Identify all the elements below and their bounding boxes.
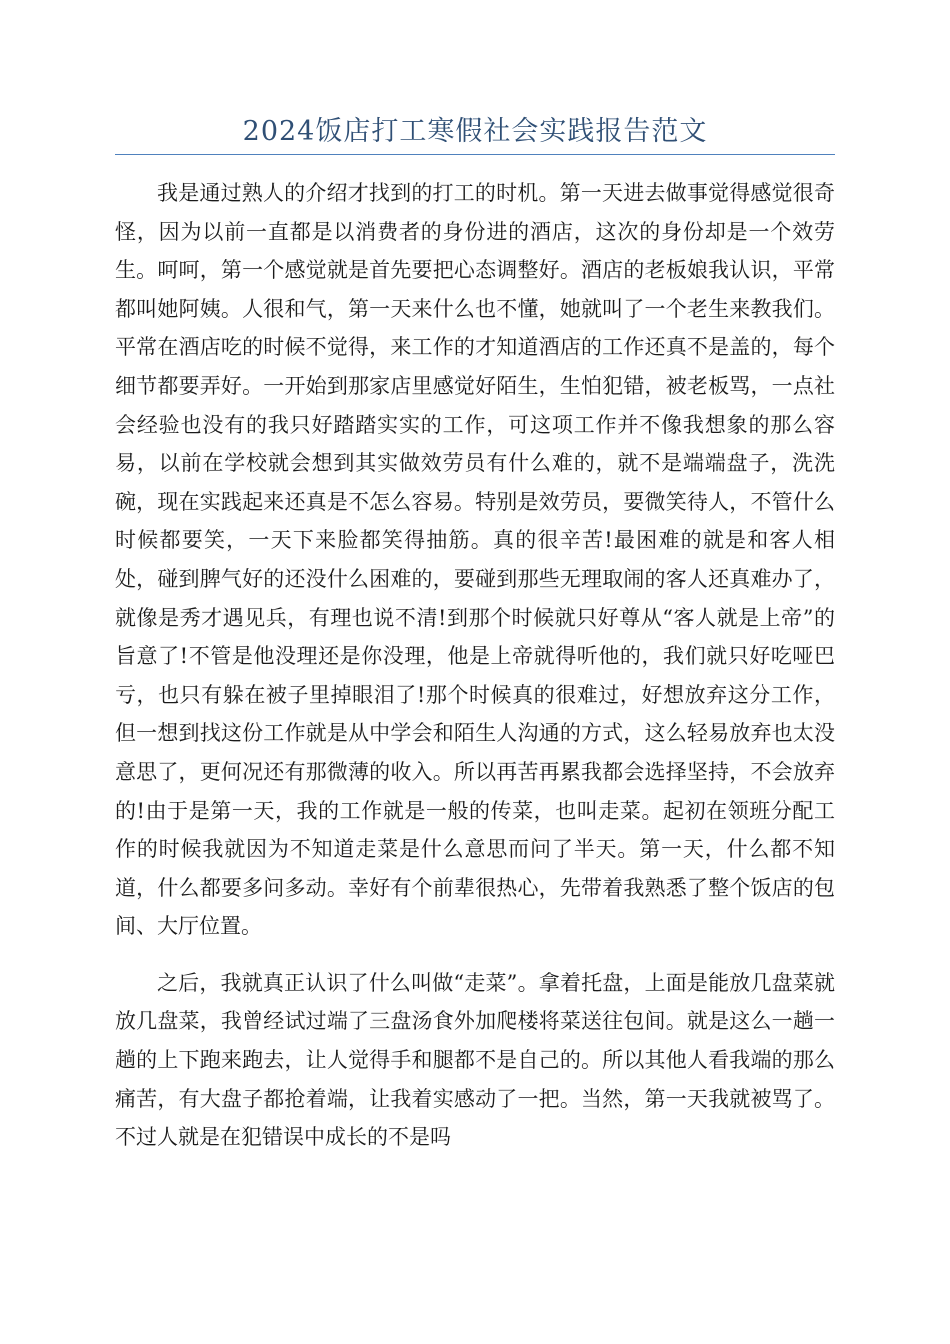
paragraph-2: 之后，我就真正认识了什么叫做“走菜”。拿着托盘，上面是能放几盘菜就放几盘菜，我曾经试过端了三盘汤食外加爬楼将菜送往包间。就是这么一趟一趟的上下跑来跑去，让人觉得手和腿都不是自己的。所以其他人看我端的那么痛苦，有大盘子都抢着端，让我着实感动了一把。当然，第一天我就被骂了。不过人就是在犯错误中成长的不是吗 — [115, 970, 835, 1150]
document-title: 2024饭店打工寒假社会实践报告范文 — [242, 116, 708, 147]
title-underline — [115, 154, 835, 155]
document-body — [115, 174, 835, 1157]
paragraph-1: 我是通过熟人的介绍才找到的打工的时机。第一天进去做事觉得感觉很奇怪，因为以前一直都是以消费者的身份进的酒店，这次的身份却是一个效劳生。呵呵，第一个感觉就是首先要把心态调整好。酒店的老板娘我认识，平常都叫她阿姨。人很和气，第一天来什么也不懂，她就叫了一个老生来教我们。平常在酒店吃的时候不觉得，来工作的才知道酒店的工作还真不是盖的，每个细节都要弄好。一开始到那家店里感觉好陌生，生怕犯错，被老板骂，一点社会经验也没有的我只好踏踏实实的工作，可这项工作并不像我想象的那么容易，以前在学校就会想到其实做效劳员有什么难的，就不是端端盘子，洗洗碗，现在实践起来还真是不怎么容易。特别是效劳员，要微笑待人，不管什么时候都要笑，一天下来脸都笑得抽筋。真的很辛苦!最困难的就是和客人相处，碰到脾气好的还没什么困难的，要碰到那些无理取闹的客人还真难办了，就像是秀才遇见兵，有理也说不清!到那个时候就只好尊从“客人就是上帝”的旨意了!不管是他没理还是你没理，他是上帝就得听他的，我们就只好吃哑巴亏，也只有躲在被子里掉眼泪了!那个时候真的很难过，好想放弃这分工作，但一想到找这份工作就是从中学会和陌生人沟通的方式，这么轻易放弃也太没意思了，更何况还有那微薄的收入。所以再苦再累我都会选择坚持，不会放弃的!由于是第一天，我的工作就是一般的传菜，也叫走菜。起初在领班分配工作的时候我就因为不知道走菜是什么意思而问了半天。第一天，什么都不知道，什么都要多问多动。幸好有个前辈很热心，先带着我熟悉了整个饭店的包间、大厅位置。 — [115, 181, 835, 939]
